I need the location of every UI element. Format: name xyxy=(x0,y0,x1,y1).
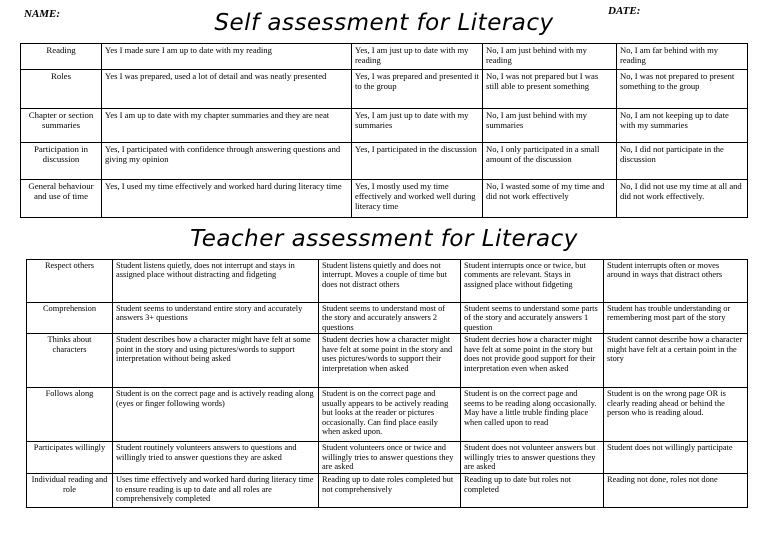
table-cell: Student is on the correct page and usually appears to be actively reading but looks at the reader or pictures occasionally. Can find place easily when asked upon. xyxy=(319,388,461,442)
teacher-assessment-table xyxy=(26,259,748,508)
table-cell: Student listens quietly and does not interrupt. Moves a couple of time but does not distract others xyxy=(319,260,461,303)
table-cell: No, I wasted some of my time and did not work effectively xyxy=(483,180,617,218)
table-cell: Student is on the wrong page OR is clearly reading ahead or behind the person who is reading aloud. xyxy=(604,388,748,442)
table-cell: Student is on the correct page and is actively reading along (eyes or finger following words) xyxy=(113,388,319,442)
table-cell: Student seems to understand some parts of the story and accurately answers 1 question xyxy=(461,303,604,334)
table-cell: No, I only participated in a small amount of the discussion xyxy=(483,143,617,180)
table-cell: Yes I was prepared, used a lot of detail and was neatly presented xyxy=(102,70,352,109)
row-label: Chapter or section summaries xyxy=(21,109,102,143)
table-cell: Student has trouble understanding or remembering most part of the story xyxy=(604,303,748,334)
table-cell: Yes, I am just up to date with my summaries xyxy=(352,109,483,143)
table-row xyxy=(27,303,748,334)
table-cell: Student volunteers once or twice and willingly tries to answer questions they are asked xyxy=(319,442,461,474)
table-cell: Student does not volunteer answers but willingly tries to answer questions they are asked xyxy=(461,442,604,474)
name-label: NAME: xyxy=(24,8,61,20)
table-cell: No, I did not use my time at all and did not work effectively. xyxy=(617,180,748,218)
table-cell: No, I was not prepared but I was still able to present something xyxy=(483,70,617,109)
table-cell: Yes, I participated in the discussion xyxy=(352,143,483,180)
table-cell: Student decries how a character might have felt at some point in the story and uses pictures/words to support their interpretation when asked xyxy=(319,334,461,388)
table-row xyxy=(21,44,748,70)
table-cell: Yes, I was prepared and presented it to the group xyxy=(352,70,483,109)
table-cell: Student listens quietly, does not interrupt and stays in assigned place without distracting and fidgeting xyxy=(113,260,319,303)
self-assessment-title: Self assessment for Literacy xyxy=(214,10,554,36)
row-label: Individual reading and role xyxy=(27,474,113,508)
row-label: Comprehension xyxy=(27,303,113,334)
row-label: Follows along xyxy=(27,388,113,442)
row-label: Participates willingly xyxy=(27,442,113,474)
table-cell: No, I did not participate in the discussion xyxy=(617,143,748,180)
table-cell: Student cannot describe how a character might have felt at a certain point in the story xyxy=(604,334,748,388)
table-cell: Student routinely volunteers answers to questions and willingly tried to answer questions they are asked xyxy=(113,442,319,474)
table-cell: Student interrupts once or twice, but comments are relevant. Stays in assigned place without fidgeting xyxy=(461,260,604,303)
table-cell: Student describes how a character might have felt at some point in the story and using pictures/words to support interpretation without being asked xyxy=(113,334,319,388)
table-row xyxy=(27,260,748,303)
table-row xyxy=(21,109,748,143)
row-label: Roles xyxy=(21,70,102,109)
table-cell: Yes, I am just up to date with my reading xyxy=(352,44,483,70)
row-label: Reading xyxy=(21,44,102,70)
table-cell: Yes I am up to date with my chapter summaries and they are neat xyxy=(102,109,352,143)
table-cell: Student seems to understand entire story and accurately answers 3+ questions xyxy=(113,303,319,334)
table-row xyxy=(27,474,748,508)
row-label: Participation in discussion xyxy=(21,143,102,180)
table-row xyxy=(27,388,748,442)
teacher-assessment-title: Teacher assessment for Literacy xyxy=(190,226,578,252)
table-row xyxy=(21,180,748,218)
table-cell: Reading up to date roles completed but not comprehensively xyxy=(319,474,461,508)
table-cell: Student interrupts often or moves around in ways that distract others xyxy=(604,260,748,303)
table-cell: Student is on the correct page and seems to be reading along occasionally. May have a little truble finding place when called upon to read xyxy=(461,388,604,442)
table-cell: No, I am just behind with my summaries xyxy=(483,109,617,143)
table-cell: Yes, I mostly used my time effectively and worked well during literacy time xyxy=(352,180,483,218)
row-label: Respect others xyxy=(27,260,113,303)
table-row xyxy=(27,334,748,388)
table-cell: Reading up to date but roles not completed xyxy=(461,474,604,508)
table-cell: Yes, I participated with confidence through answering questions and giving my opinion xyxy=(102,143,352,180)
table-cell: Yes I made sure I am up to date with my reading xyxy=(102,44,352,70)
table-cell: No, I was not prepared to present something to the group xyxy=(617,70,748,109)
date-label: DATE: xyxy=(608,5,641,17)
row-label: Thinks about characters xyxy=(27,334,113,388)
table-cell: Uses time effectively and worked hard during literacy time to ensure reading is up to date and all roles are comprehensively completed xyxy=(113,474,319,508)
table-cell: No, I am not keeping up to date with my summaries xyxy=(617,109,748,143)
self-assessment-table xyxy=(20,43,748,218)
row-label: General behaviour and use of time xyxy=(21,180,102,218)
table-cell: Student decries how a character might have felt at some point in the story but does not provide good support for their interpretation even when asked xyxy=(461,334,604,388)
table-row xyxy=(27,442,748,474)
table-cell: No, I am far behind with my reading xyxy=(617,44,748,70)
table-row xyxy=(21,143,748,180)
table-cell: Reading not done, roles not done xyxy=(604,474,748,508)
table-cell: No, I am just behind with my reading xyxy=(483,44,617,70)
table-cell: Student seems to understand most of the story and accurately answers 2 questions xyxy=(319,303,461,334)
table-cell: Yes, I used my time effectively and worked hard during literacy time xyxy=(102,180,352,218)
table-row xyxy=(21,70,748,109)
table-cell: Student does not willingly participate xyxy=(604,442,748,474)
